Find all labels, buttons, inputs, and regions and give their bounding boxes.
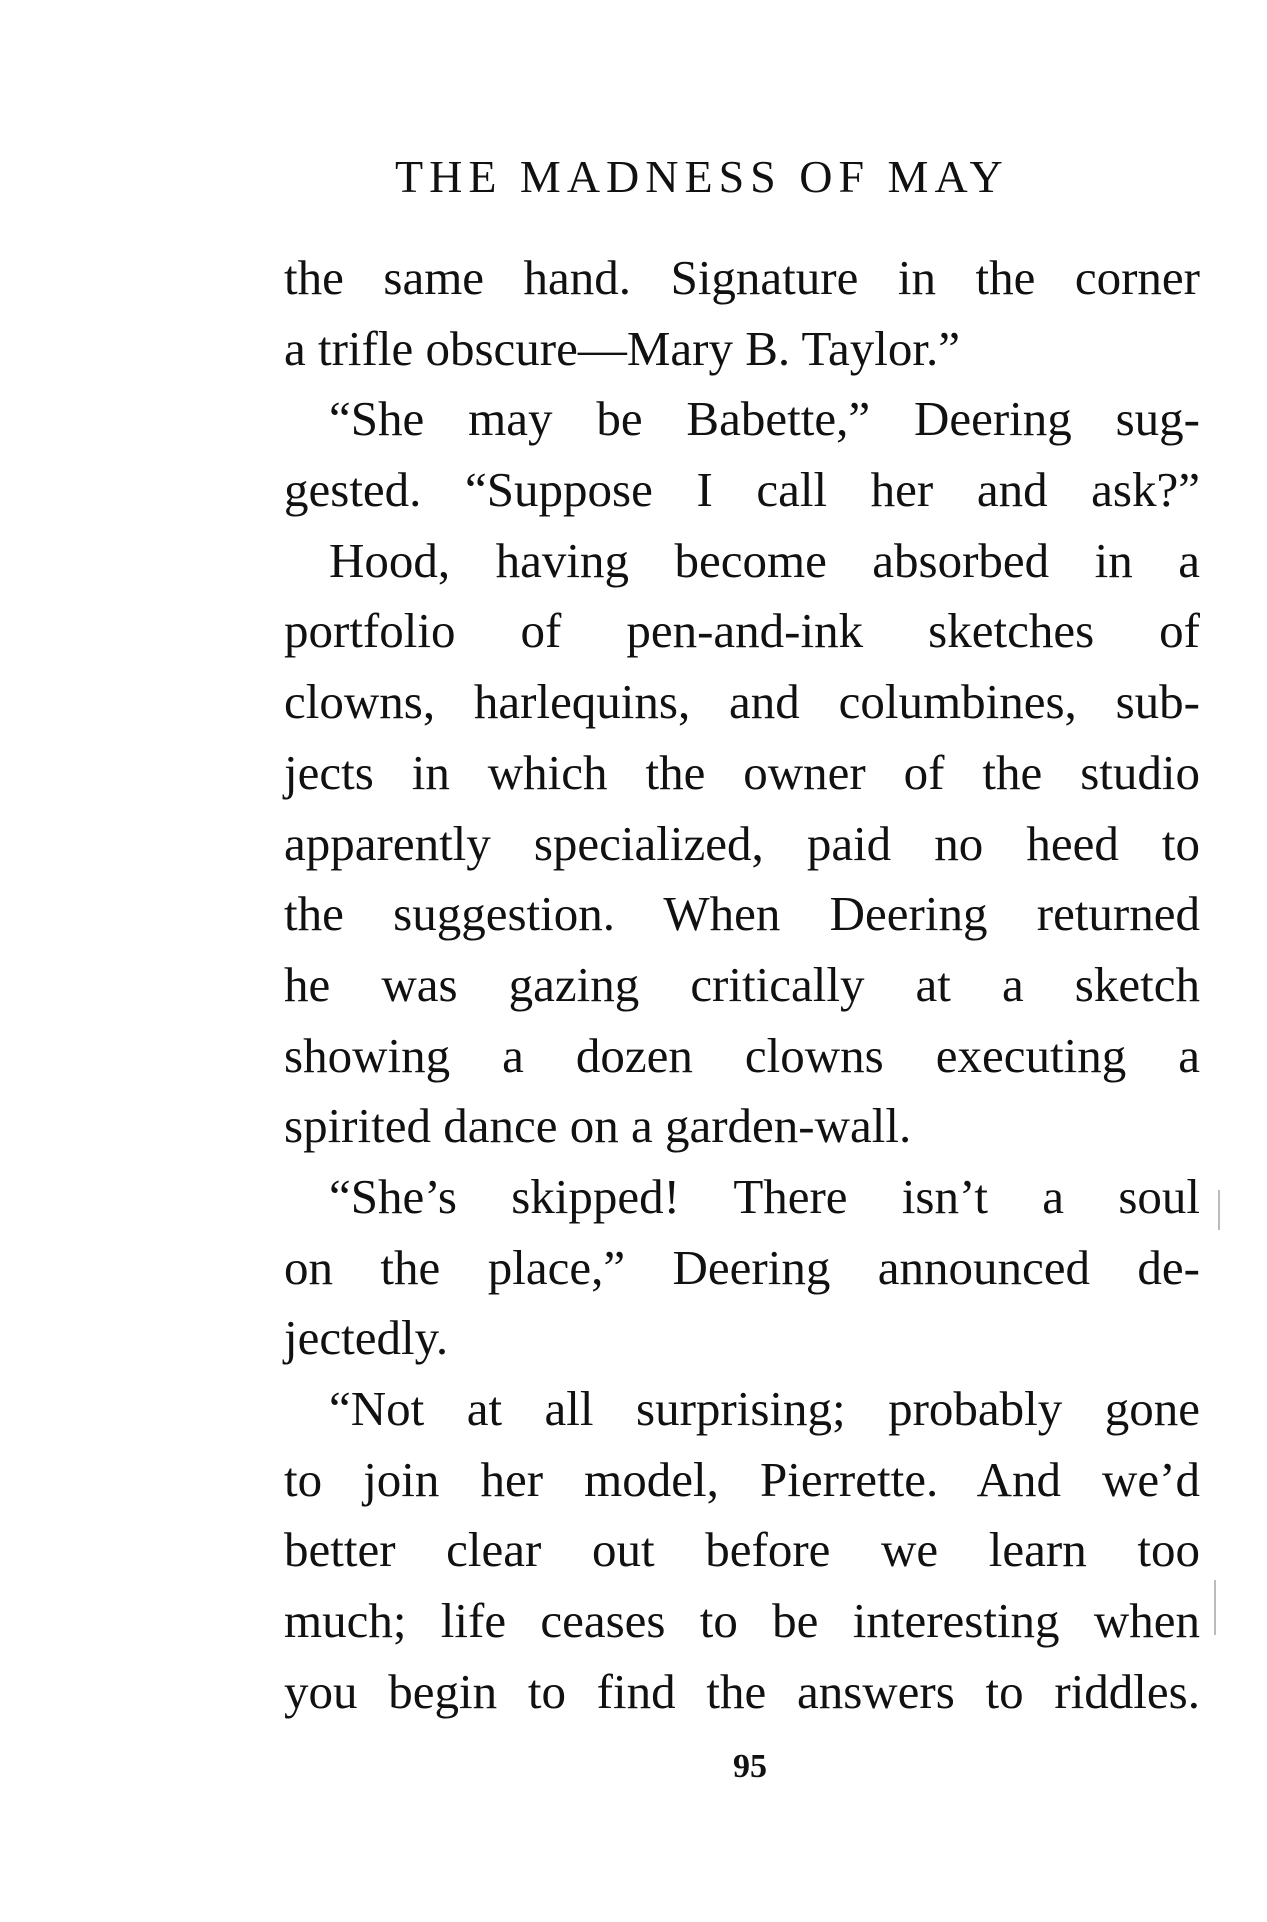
text-line: gested. “Suppose I call her and ask?” [284,462,1200,518]
text-line: better clear out before we learn too [284,1522,1200,1578]
text-line: a trifle obscure—Mary B. Taylor.” [284,320,961,376]
text-line: “She’s skipped! There isn’t a soul [329,1168,1200,1224]
text-line: spirited dance on a garden-wall. [284,1098,912,1154]
text-line: clowns, harlequins, and columbines, sub- [284,674,1200,730]
text-line: much; life ceases to be interesting when [284,1593,1200,1649]
body-text [284,243,1200,1727]
scan-edge-mark [1214,1580,1216,1635]
text-line: to join her model, Pierrette. And we’d [284,1451,1200,1507]
text-line: jects in which the owner of the studio [284,744,1200,800]
text-line: on the place,” Deering announced de- [284,1239,1200,1295]
text-line: you begin to find the answers to riddles. [284,1663,1200,1719]
page-number: 95 [733,1748,767,1785]
text-line: showing a dozen clowns executing a [284,1027,1200,1083]
text-line: portfolio of pen-and-ink sketches of [284,603,1200,659]
text-line: “Not at all surprising; probably gone [329,1381,1200,1436]
running-head: THE MADNESS OF MAY [395,151,1009,202]
text-line: jectedly. [284,1310,449,1366]
text-line: “She may be Babette,” Deering sug- [329,391,1200,447]
scan-edge-mark [1218,1190,1220,1230]
text-line: the same hand. Signature in the corner [284,250,1200,305]
text-line: Hood, having become absorbed in a [329,532,1200,588]
text-line: the suggestion. When Deering returned [284,886,1200,942]
text-line: apparently specialized, paid no heed to [284,815,1200,871]
text-line: he was gazing critically at a sketch [284,956,1200,1012]
